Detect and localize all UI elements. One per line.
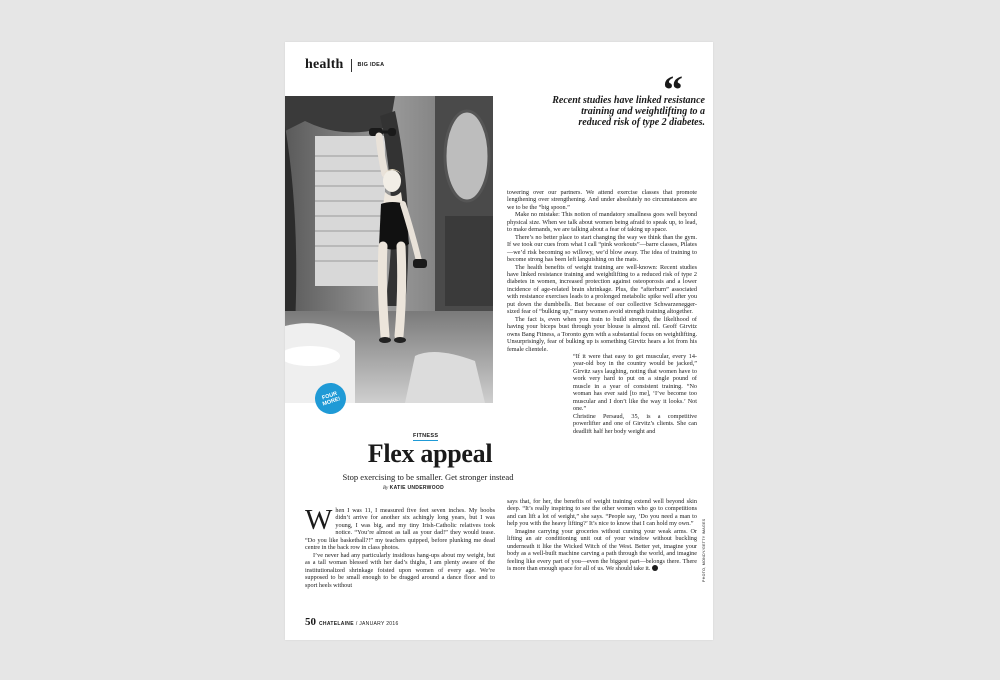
dropcap: W xyxy=(305,504,333,536)
magazine-page xyxy=(285,42,713,640)
section-label: BIG IDEA xyxy=(357,62,385,68)
article-kicker: FITNESS xyxy=(413,433,439,439)
body-paragraph: The health benefits of weight training are well-known: Recent studies have linked resistance training and weightlifting to a reduced risk of type 2 diabetes in women, increased protection against osteoporosis and a lower incidence of age-related brain shrinkage. Plus, the “afterburn” associated with resistance exercises leads to a prolonged metabolic spike well after you put down the dumbbells. But because of our collective Schwarzenegger-sized fear of “bulking up,” many women avoid strength training altogether. xyxy=(507,263,697,316)
page-header xyxy=(305,55,384,75)
end-mark-icon xyxy=(652,565,658,571)
page-folio xyxy=(305,616,399,628)
byline-prefix: By xyxy=(383,486,389,491)
body-paragraph: “If it were that easy to get muscular, every 14-year-old boy in the country would be jacked,” Girvitz says laughing, noting that women have to work very hard to put on a single pound of muscle in a year of consistent training. “No woman has ever said [to me], ‘I’ve become too muscular and I don’t like the way it looks.’ Not one.” xyxy=(573,352,697,413)
section-brand: health xyxy=(305,57,344,72)
header-divider xyxy=(351,59,352,72)
article-photo xyxy=(285,96,493,403)
quote-mark-icon: “ xyxy=(663,67,683,112)
body-paragraph: There’s no better place to start changing the way we think than the gym. If we took our cues from what I call “pink workouts”—barre classes, Pilates—we’d risk becoming so willowy, we’d blow away. The idea of training to become strong has been left languishing on the mats. xyxy=(507,233,697,264)
body-paragraph: says that, for her, the benefits of weight training extend well beyond skin deep. “It’s really inspiring to see the other women who go to competitions and can lift a lot of weight,” she says. “People say, ‘Do you need a man to help you with the heavy lifting?’ It’s nice to know that I can hold my own.” xyxy=(507,498,697,528)
author-name: KATIE UNDERWOOD xyxy=(389,485,444,491)
pull-quote: Recent studies have linked resistance training and weightlifting to a reduced risk of type 2 diabetes. xyxy=(552,95,705,129)
article-dek: Stop exercising to be smaller. Get stronger instead xyxy=(342,472,514,482)
body-paragraph: The fact is, even when you train to build strength, the likelihood of having your biceps bust through your blouse is almost nil. Geoff Girvitz owns Bang Fitness, a Toronto gym with a substantial focus on weightlifting. Unsurprisingly, fear of bulking up is something Girvitz hears a lot from his female clientele. xyxy=(507,315,697,353)
article-headline: Flex appeal xyxy=(367,439,493,468)
body-column-right-bottom xyxy=(507,498,697,573)
body-paragraph: Christine Persaud, 35, is a competitive powerlifter and one of Girvitz’s clients. She can deadlift half her body weight and xyxy=(573,412,697,435)
body-paragraph: Make no mistake: This notion of mandatory smallness goes well beyond physical size. When we talk about women being afraid to speak up, to lead, to make demands, we are talking about a fear of taking up space. xyxy=(507,211,697,234)
body-paragraph: I’ve never had any particularly insidious hang-ups about my weight, but as a tall woman blessed with her dad’s thighs, I am plenty aware of the institutionalized shrinkage foisted upon women of every age. We’re supposed to be small enough to be dragged around a dance floor and to sport heels without xyxy=(305,551,495,589)
body-column-right-top xyxy=(507,189,697,435)
page-number: 50 xyxy=(305,616,316,628)
body-paragraph: towering over our partners. We attend exercise classes that promote lengthening over strengthening. And under absolutely no circumstances are we to be the “big spoon.” xyxy=(507,189,697,211)
badge-label: FOUR MORE! xyxy=(321,390,342,408)
body-column-left xyxy=(305,504,495,589)
photo-credit: PHOTO, MONDY/GETTY IMAGES xyxy=(702,518,706,582)
magazine-name: CHATELAINE xyxy=(319,621,354,627)
folio-separator: / xyxy=(355,621,358,627)
byline xyxy=(383,485,444,491)
body-paragraph: Imagine carrying your groceries without cursing your weak arms. Or lifting an air conditioning unit out of your window without buckling underneath it like the Wicked Witch of the West. Better yet, imagine your body as a well-built machine carving a path through the world, and imagine feeling like every part of you—even the biggest part—belongs there. There is more than enough space for all of us. We should take it. xyxy=(507,527,697,573)
issue-date: JANUARY 2016 xyxy=(359,621,399,627)
body-paragraph: When I was 11, I measured five feet seven inches. My boobs didn’t arrive for another six achingly long years, but I was young, I was big, and my tiny Irish-Catholic relatives took notice. “You’re almost as tall as your dad!” they would tease. “Do you like basketball?!” my teachers quipped, before plunking me dead centre in the back row in class photos. xyxy=(305,504,495,552)
